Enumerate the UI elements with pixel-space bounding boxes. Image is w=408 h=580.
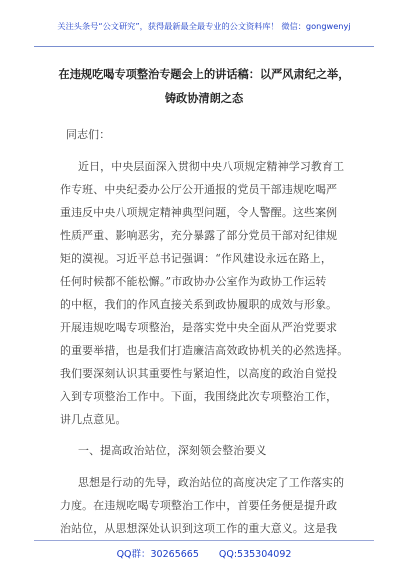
- header-divider: [34, 46, 374, 47]
- footer: [0, 546, 408, 560]
- body-line: 矩的漠视。习近平总书记强调：“作风建设永远在路上，: [60, 252, 332, 265]
- body-line: 近日，中央层面深入贯彻中央八项规定精神学习教育工: [78, 160, 345, 173]
- section-heading: 一、提高政治站位，深刻领会整治要义: [78, 444, 267, 457]
- body-line: 治站位，从思想深处认识到这项工作的重大意义。这是我: [60, 522, 338, 535]
- body-line: 的中枢，我们的作风直接关系到政协履职的成效与形象。: [60, 298, 338, 311]
- footer-divider: [34, 540, 374, 541]
- body-line: 思想是行动的先导，政治站位的高度决定了工作落实的: [78, 476, 345, 489]
- footer-qq: QQ:535304092: [218, 549, 292, 560]
- footer-qq-group: QQ群：30265665: [116, 549, 199, 560]
- body-line: 我们要深刻认识其重要性与紧迫性，以高度的政治自觉投: [60, 367, 338, 380]
- header-banner: 关注头条号“公文研究”，获得最新最全最专业的公文资料库！ 微信：gongwenyj: [57, 21, 351, 31]
- body-line: 作专班、中央纪委办公厅公开通报的党员干部违规吃喝严: [60, 183, 338, 196]
- body-line: 力度。在违规吃喝专项整治工作中，首要任务便是提升政: [60, 499, 338, 512]
- document-title-line-1: 在违规吃喝专项整治专题会上的讲话稿：以严风肃纪之举，: [58, 67, 350, 81]
- body-line: 的重要举措，也是我们打造廉洁高效政协机关的必然选择。: [60, 344, 349, 357]
- body-line: 开展违规吃喝专项整治，是落实党中央全面从严治党要求: [60, 321, 338, 334]
- body-line: 入到专项整治工作中。下面，我围绕此次专项整治工作，: [60, 390, 338, 403]
- body-line: 讲几点意见。: [60, 413, 127, 426]
- document-title-line-2: 铸政协清朗之态: [164, 91, 244, 105]
- body-line: 重违反中央八项规定精神典型问题，令人警醒。这些案例: [60, 206, 338, 219]
- body-line: 性质严重、影响恶劣，充分暴露了部分党员干部对纪律规: [60, 229, 338, 242]
- body-line: 任何时候都不能松懈。”市政协办公室作为政协工作运转: [60, 275, 327, 288]
- salutation: 同志们：: [66, 128, 111, 141]
